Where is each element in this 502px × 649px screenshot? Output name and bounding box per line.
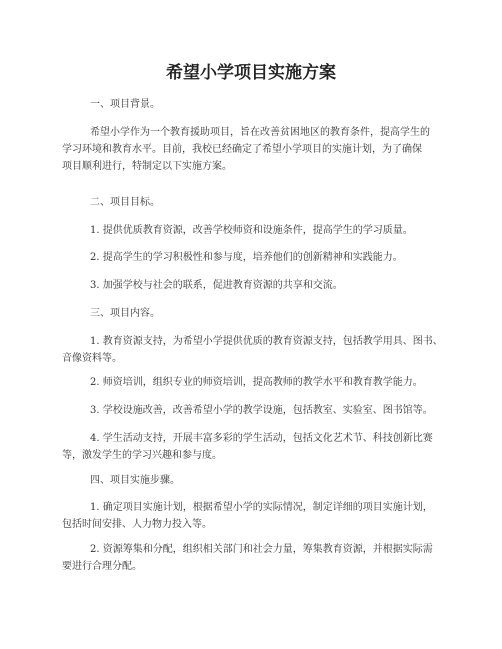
background-paragraph bbox=[62, 126, 447, 174]
text-line: 一、项目背景。 bbox=[90, 99, 160, 110]
content-item-2 bbox=[62, 376, 475, 390]
text-line: 三、项目内容。 bbox=[90, 308, 160, 319]
content-item-3 bbox=[62, 404, 475, 418]
text-line: 二、项目目标。 bbox=[90, 197, 160, 208]
goal-item-1 bbox=[62, 224, 475, 238]
text-line: 2. 资源筹集和分配，组织相关部门和社会力量，筹集教育资源，并根据实际需 bbox=[90, 544, 433, 555]
text-line: 3. 加强学校与社会的联系，促进教育资源的共享和交流。 bbox=[90, 280, 343, 291]
text-line: 包括时间安排、人力物力投入等。 bbox=[62, 519, 212, 530]
section-heading-goals bbox=[62, 196, 475, 210]
content-item-4 bbox=[62, 432, 447, 463]
text-line: 1. 教育资源支持，为希望小学提供优质的教育资源支持，包括教学用具、图书、 bbox=[90, 336, 443, 347]
text-line: 要进行合理分配。 bbox=[62, 561, 142, 572]
step-item-2 bbox=[62, 543, 447, 574]
document-title: 希望小学项目实施方案 bbox=[166, 63, 336, 83]
text-line: 希望小学作为一个教育援助项目，旨在改善贫困地区的教育条件，提高学生的 bbox=[90, 127, 430, 138]
section-heading-content bbox=[62, 307, 475, 321]
text-line: 项目顺利进行，特制定以下实施方案。 bbox=[62, 161, 232, 172]
section-heading-background bbox=[62, 98, 475, 112]
text-line: 2. 提高学生的学习积极性和参与度，培养他们的创新精神和实践能力。 bbox=[90, 252, 403, 263]
text-line: 学习环境和教育水平。目前，我校已经确定了希望小学项目的实施计划，为了确保 bbox=[62, 144, 422, 155]
text-line: 3. 学校设施改善，改善希望小学的教学设施，包括教室、实验室、图书馆等。 bbox=[90, 405, 433, 416]
text-line: 1. 确定项目实施计划，根据希望小学的实际情况，制定详细的项目实施计划， bbox=[90, 502, 433, 513]
text-line: 四、项目实施步骤。 bbox=[90, 475, 180, 486]
text-line: 4. 学生活动支持，开展丰富多彩的学生活动，包括文化艺术节、科技创新比赛 bbox=[90, 433, 433, 444]
content-item-1 bbox=[62, 335, 447, 366]
step-item-1 bbox=[62, 501, 447, 532]
text-line: 等，激发学生的学习兴趣和参与度。 bbox=[62, 450, 222, 461]
section-heading-steps bbox=[62, 474, 475, 488]
goal-item-2 bbox=[62, 251, 475, 265]
text-line: 音像资料等。 bbox=[62, 353, 122, 364]
goal-item-3 bbox=[62, 279, 475, 293]
text-line: 2. 师资培训，组织专业的师资培训，提高教师的教学水平和教育教学能力。 bbox=[90, 377, 423, 388]
text-line: 1. 提供优质教育资源，改善学校师资和设施条件，提高学生的学习质量。 bbox=[90, 225, 413, 236]
